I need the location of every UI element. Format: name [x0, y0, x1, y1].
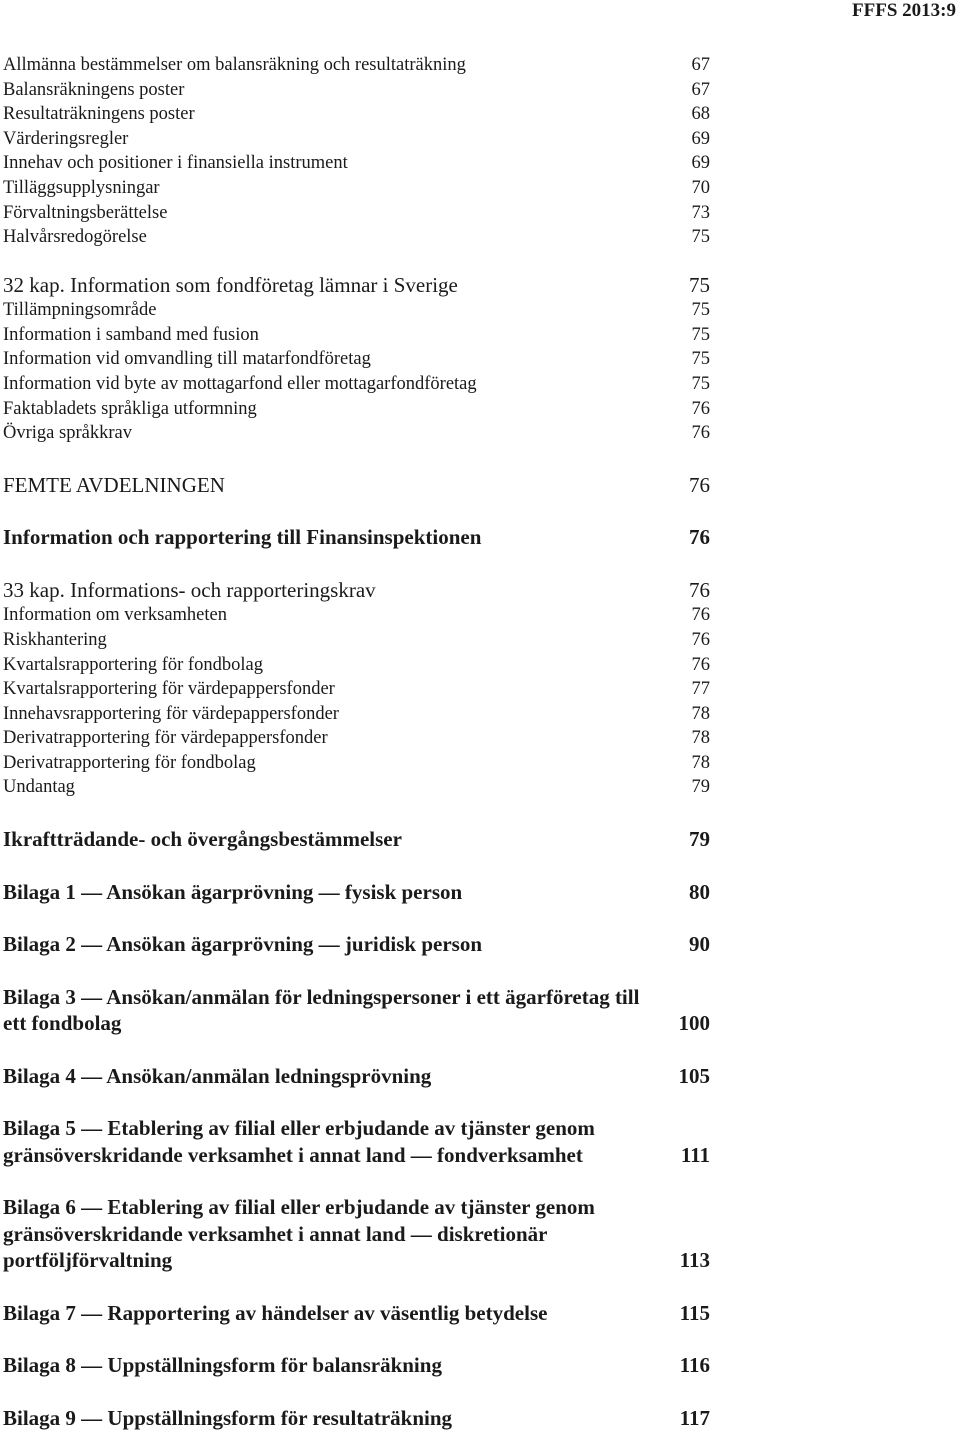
toc-entry-page: 80	[689, 879, 710, 904]
toc-entry[interactable]	[3, 653, 710, 678]
toc-entry-page: 111	[680, 1142, 710, 1167]
toc-entry-title: FEMTE AVDELNINGEN	[3, 472, 225, 497]
toc-entry[interactable]	[3, 176, 710, 201]
toc-entry-title: Derivatrapportering för fondbolag	[3, 752, 256, 773]
toc-appendix-7[interactable]	[3, 1300, 710, 1327]
toc-entry[interactable]	[3, 323, 710, 348]
toc-appendix-4[interactable]	[3, 1063, 710, 1090]
toc-entry-title: Faktabladets språkliga utformning	[3, 398, 257, 419]
toc-group-1	[3, 53, 710, 250]
toc-entry-page: 76	[691, 423, 710, 444]
toc-entry[interactable]	[3, 201, 710, 226]
toc-entry-title: Innehav och positioner i finansiella instrument	[3, 153, 348, 174]
toc-entry-title: Förvaltningsberättelse	[3, 202, 168, 223]
toc-entry-title: Övriga språkkrav	[3, 423, 132, 444]
toc-entry-page: 76	[689, 472, 710, 497]
toc-chapter-heading[interactable]	[3, 577, 710, 604]
toc-entry-page: 69	[691, 153, 710, 174]
toc-appendix-8[interactable]	[3, 1352, 710, 1379]
toc-entry-title: Bilaga 1 — Ansökan ägarprövning — fysisk person	[3, 879, 463, 904]
toc-entry-page: 75	[691, 324, 710, 345]
toc-entry-page: 67	[691, 79, 710, 100]
toc-entry-title: Halvårsredogörelse	[3, 227, 147, 248]
toc-entry-title-cont: ett fondbolag	[3, 1011, 122, 1036]
toc-entry-title: Kvartalsrapportering för fondbolag	[3, 654, 263, 675]
toc-appendix-9[interactable]	[3, 1405, 710, 1432]
toc-entry-title: Bilaga 7 — Rapportering av händelser av väsentlig betydelse	[3, 1300, 548, 1325]
page-header: FFFS 2013:9	[852, 0, 956, 21]
toc-entry-page: 76	[691, 654, 710, 675]
toc-entry[interactable]	[3, 603, 710, 628]
toc-entry[interactable]	[3, 151, 710, 176]
toc-entry-page: 78	[691, 703, 710, 724]
toc-entry[interactable]	[3, 78, 710, 103]
toc-entry-page: 75	[691, 374, 710, 395]
toc-entry[interactable]	[3, 102, 710, 127]
toc-entry-page: 76	[691, 398, 710, 419]
toc-entry-page: 76	[689, 577, 710, 602]
toc-entry-title: Resultaträkningens poster	[3, 104, 195, 125]
toc-appendix-2[interactable]	[3, 931, 710, 958]
toc-appendix-1[interactable]	[3, 879, 710, 906]
toc-entry[interactable]	[3, 372, 710, 397]
toc-entry-title: Tilläggsupplysningar	[3, 177, 160, 198]
toc-entry-title: Riskhantering	[3, 629, 107, 650]
toc-entry-page: 75	[691, 300, 710, 321]
toc-entry-page: 69	[691, 128, 710, 149]
toc-appendix-5[interactable]	[3, 1115, 710, 1168]
toc-entry-page: 73	[691, 202, 710, 223]
toc-entry-page: 70	[691, 177, 710, 198]
toc-entry-title: Innehavsrapportering för värdepappersfonder	[3, 703, 339, 724]
toc-entry-page: 79	[691, 777, 710, 798]
toc-entry-title: 33 kap. Informations- och rapporteringskrav	[3, 577, 376, 602]
toc-entry-title: Bilaga 8 — Uppställningsform för balansräkning	[3, 1353, 442, 1378]
toc-entry-title: Tillämpningsområde	[3, 300, 157, 321]
toc-entry-page: 76	[691, 605, 710, 626]
toc-entry-page: 117	[679, 1405, 710, 1430]
toc-entry-page: 90	[689, 932, 710, 957]
toc-entry-title: Bilaga 5 — Etablering av filial eller erbjudande av tjänster genom	[3, 1116, 595, 1141]
toc-entry-title: Information i samband med fusion	[3, 324, 259, 345]
toc-appendix-6[interactable]	[3, 1194, 710, 1274]
toc-entry-page: 68	[691, 104, 710, 125]
toc-entry-title: Information om verksamheten	[3, 605, 227, 626]
toc-entry-title: Bilaga 3 — Ansökan/anmälan för ledningspersoner i ett ägarföretag till	[3, 984, 640, 1009]
toc-entry-title-cont: portföljförvaltning	[3, 1248, 173, 1273]
toc-entry-title: Allmänna bestämmelser om balansräkning och resultaträkning	[3, 55, 466, 75]
toc-entry-page: 116	[679, 1353, 710, 1378]
toc-entry-page: 79	[689, 827, 710, 852]
toc-chapter-32	[3, 272, 710, 446]
toc-entry-page: 113	[679, 1248, 710, 1273]
toc-entry[interactable]	[3, 347, 710, 372]
toc-entry-page: 75	[689, 272, 710, 297]
toc-chapter-33	[3, 577, 710, 800]
toc-entry[interactable]	[3, 53, 710, 78]
toc-entry-title: Värderingsregler	[3, 128, 129, 149]
toc-entry[interactable]	[3, 726, 710, 751]
toc-section-heading[interactable]	[3, 826, 710, 853]
toc-entry-title: Bilaga 4 — Ansökan/anmälan ledningsprövning	[3, 1063, 432, 1088]
toc-entry-page: 115	[679, 1300, 710, 1325]
toc-entry-title: Kvartalsrapportering för värdepappersfonder	[3, 679, 335, 700]
toc-entry-title: Ikraftträdande- och övergångsbestämmelser	[3, 827, 402, 852]
toc-entry-page: 76	[689, 525, 710, 550]
toc-entry[interactable]	[3, 127, 710, 152]
toc-entry[interactable]	[3, 751, 710, 776]
toc-entry-title: Bilaga 6 — Etablering av filial eller erbjudande av tjänster genom	[3, 1195, 595, 1220]
toc-entry[interactable]	[3, 298, 710, 323]
toc-entry-title: Bilaga 2 — Ansökan ägarprövning — juridisk person	[3, 932, 483, 957]
toc-entry-title: Information vid byte av mottagarfond eller mottagarfondföretag	[3, 374, 477, 395]
toc-entry-page: 75	[691, 227, 710, 248]
toc-entry-title: Information och rapportering till Finansinspektionen	[3, 525, 482, 550]
toc-entry-title-cont: gränsöverskridande verksamhet i annat land — fondverksamhet	[3, 1142, 583, 1167]
toc-entry-title: Bilaga 9 — Uppställningsform för resultaträkning	[3, 1405, 453, 1430]
toc-entry[interactable]	[3, 628, 710, 653]
toc-entry-page: 100	[678, 1011, 710, 1036]
toc-entry-title: Balansräkningens poster	[3, 79, 185, 100]
toc-entry-page: 76	[691, 629, 710, 650]
toc-entry[interactable]	[3, 677, 710, 702]
toc-section-heading[interactable]	[3, 524, 710, 551]
toc-entry-page: 78	[691, 752, 710, 773]
toc-entry[interactable]	[3, 775, 710, 800]
toc-appendix-3[interactable]	[3, 984, 710, 1037]
toc-entry[interactable]	[3, 421, 710, 446]
toc-entry-page: 67	[691, 55, 710, 75]
toc-division-heading[interactable]	[3, 472, 710, 499]
toc-entry-page: 77	[691, 679, 710, 700]
toc-entry[interactable]	[3, 397, 710, 422]
toc-entry-title: Information vid omvandling till matarfondföretag	[3, 349, 371, 370]
toc-entry-page: 78	[691, 728, 710, 749]
table-of-contents	[3, 53, 710, 1431]
toc-entry-title: Undantag	[3, 777, 75, 798]
toc-entry-page: 105	[678, 1063, 710, 1088]
toc-chapter-heading[interactable]	[3, 272, 710, 299]
toc-entry-page: 75	[691, 349, 710, 370]
toc-entry-title: 32 kap. Information som fondföretag lämnar i Sverige	[3, 272, 458, 297]
toc-entry[interactable]	[3, 702, 710, 727]
toc-entry-title: Derivatrapportering för värdepappersfonder	[3, 728, 328, 749]
toc-entry[interactable]	[3, 225, 710, 250]
toc-entry-title-cont: gränsöverskridande verksamhet i annat land — diskretionär	[3, 1221, 548, 1246]
